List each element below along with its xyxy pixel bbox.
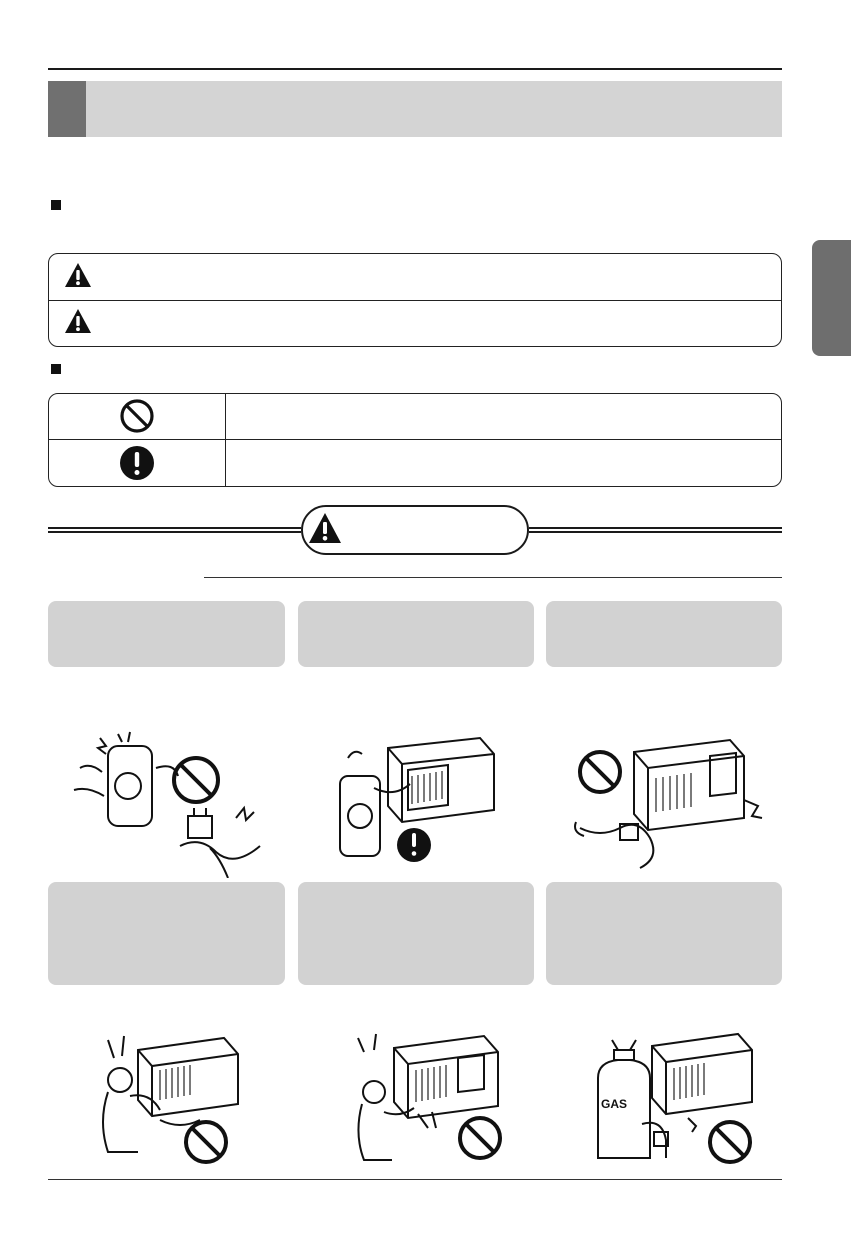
symbol-legend-column-divider	[225, 394, 226, 486]
bullet-square	[51, 364, 61, 374]
person-near-unit-illustration	[348, 1028, 508, 1168]
instruction-panel-2	[298, 601, 534, 667]
caution-triangle-icon	[64, 308, 92, 334]
symbol-legend-box	[48, 393, 782, 487]
chapter-side-tab	[812, 240, 851, 356]
top-rule	[48, 68, 782, 70]
section-header-marker	[48, 81, 86, 137]
banner-rule-right	[529, 527, 782, 533]
bullet-square	[51, 200, 61, 210]
section-header-bar	[48, 81, 782, 137]
damaged-plug-illustration	[60, 728, 270, 878]
bottom-rule	[48, 1179, 782, 1180]
warning-triangle-icon	[64, 262, 92, 288]
legend-divider	[49, 300, 781, 301]
exclamation-circle-icon	[119, 445, 155, 481]
warning-triangle-icon	[308, 512, 342, 544]
instruction-panel-6	[546, 882, 782, 985]
subsection-rule	[204, 577, 782, 578]
instruction-panel-5	[298, 882, 534, 985]
damaged-cord-illustration	[560, 728, 768, 878]
gas-cylinder-illustration	[588, 1028, 758, 1168]
instruction-panel-4	[48, 882, 285, 985]
instruction-panel-3	[546, 601, 782, 667]
dedicated-outlet-illustration	[328, 728, 500, 878]
svg-text:GAS: GAS	[601, 1097, 628, 1111]
prohibition-circle-icon	[119, 398, 155, 434]
instruction-panel-1	[48, 601, 285, 667]
symbol-legend-divider	[49, 439, 781, 440]
banner-rule-left	[48, 527, 301, 533]
person-lifting-unit-illustration	[94, 1028, 244, 1168]
